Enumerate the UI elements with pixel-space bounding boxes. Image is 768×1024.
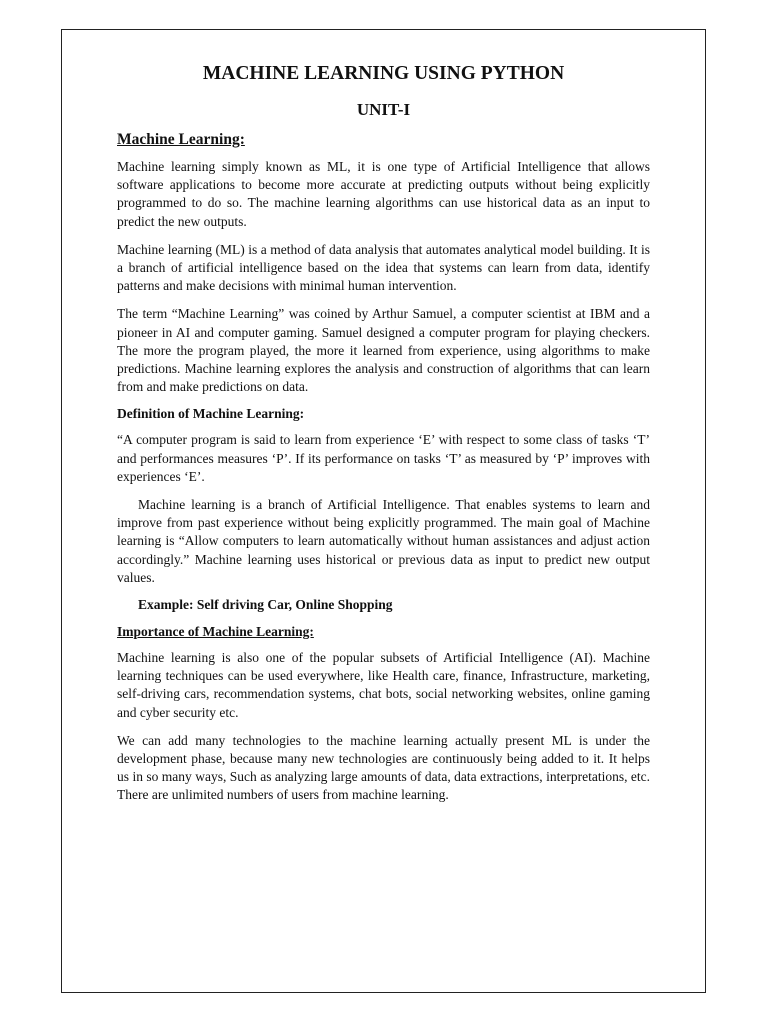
document-title: MACHINE LEARNING USING PYTHON xyxy=(202,63,565,84)
paragraph-definition-quote: “A computer program is said to learn from experience ‘E’ with respect to some class of tasks ‘T’ and performances measures ‘P’. If its performance on tasks ‘T’ as measured by ‘P’ improves with experiences ‘E’. xyxy=(117,432,650,484)
unit-title: UNIT-I xyxy=(356,100,411,119)
paragraph-importance-technologies: We can add many technologies to the machine learning actually present ML is under the development phase, because many new technologies are continuously being added to it. It helps us in so many ways, Such as analyzing large amounts of data, data extractions, interpretations, etc. There are unlimited numbers of users from machine learning. xyxy=(117,732,650,803)
paragraph-importance-subsets: Machine learning is also one of the popular subsets of Artificial Intelligence (AI). Machine learning techniques can be used everywhere, like Health care, finance, Infrastructure, marketing, self-driving cars, recommendation systems, chat bots, social networking websites, online gaming and cyber security etc. xyxy=(117,650,650,720)
section-heading-importance: Importance of Machine Learning: xyxy=(117,624,314,640)
paragraph-ml-method: Machine learning (ML) is a method of data analysis that automates analytical model building. It is a branch of artificial intelligence based on the idea that systems can learn from data, identify patterns and make decisions with minimal human intervention. xyxy=(117,241,650,294)
paragraph-definition-detail: Machine learning is a branch of Artificial Intelligence. That enables systems to learn and improve from past experience without being explicitly programmed. The main goal of Machine learning is “Allow computers to learn automatically without human assistances and adjust action accordingly.” Machine learning uses historical or previous data as input to predict new output values. xyxy=(117,497,650,585)
example-line: Example: Self driving Car, Online Shopping xyxy=(138,597,393,613)
section-heading-machine-learning: Machine Learning: xyxy=(117,131,245,148)
paragraph-ml-intro: Machine learning simply known as ML, it is one type of Artificial Intelligence that allows software applications to become more accurate at predicting outputs without being explicitly programmed to do so. The machine learning algorithms can use historical data as an input to predict the new outputs. xyxy=(117,159,650,229)
section-heading-definition: Definition of Machine Learning: xyxy=(117,406,305,422)
document-content xyxy=(117,62,650,805)
paragraph-ml-history: The term “Machine Learning” was coined by Arthur Samuel, a computer scientist at IBM and a pioneer in AI and computer gaming. Samuel designed a computer program for playing checkers. The more the program played, the more it learned from experience, using algorithms to make predictions. Machine learning explores the analysis and construction of algorithms that can learn from and make predictions on data. xyxy=(117,306,650,395)
